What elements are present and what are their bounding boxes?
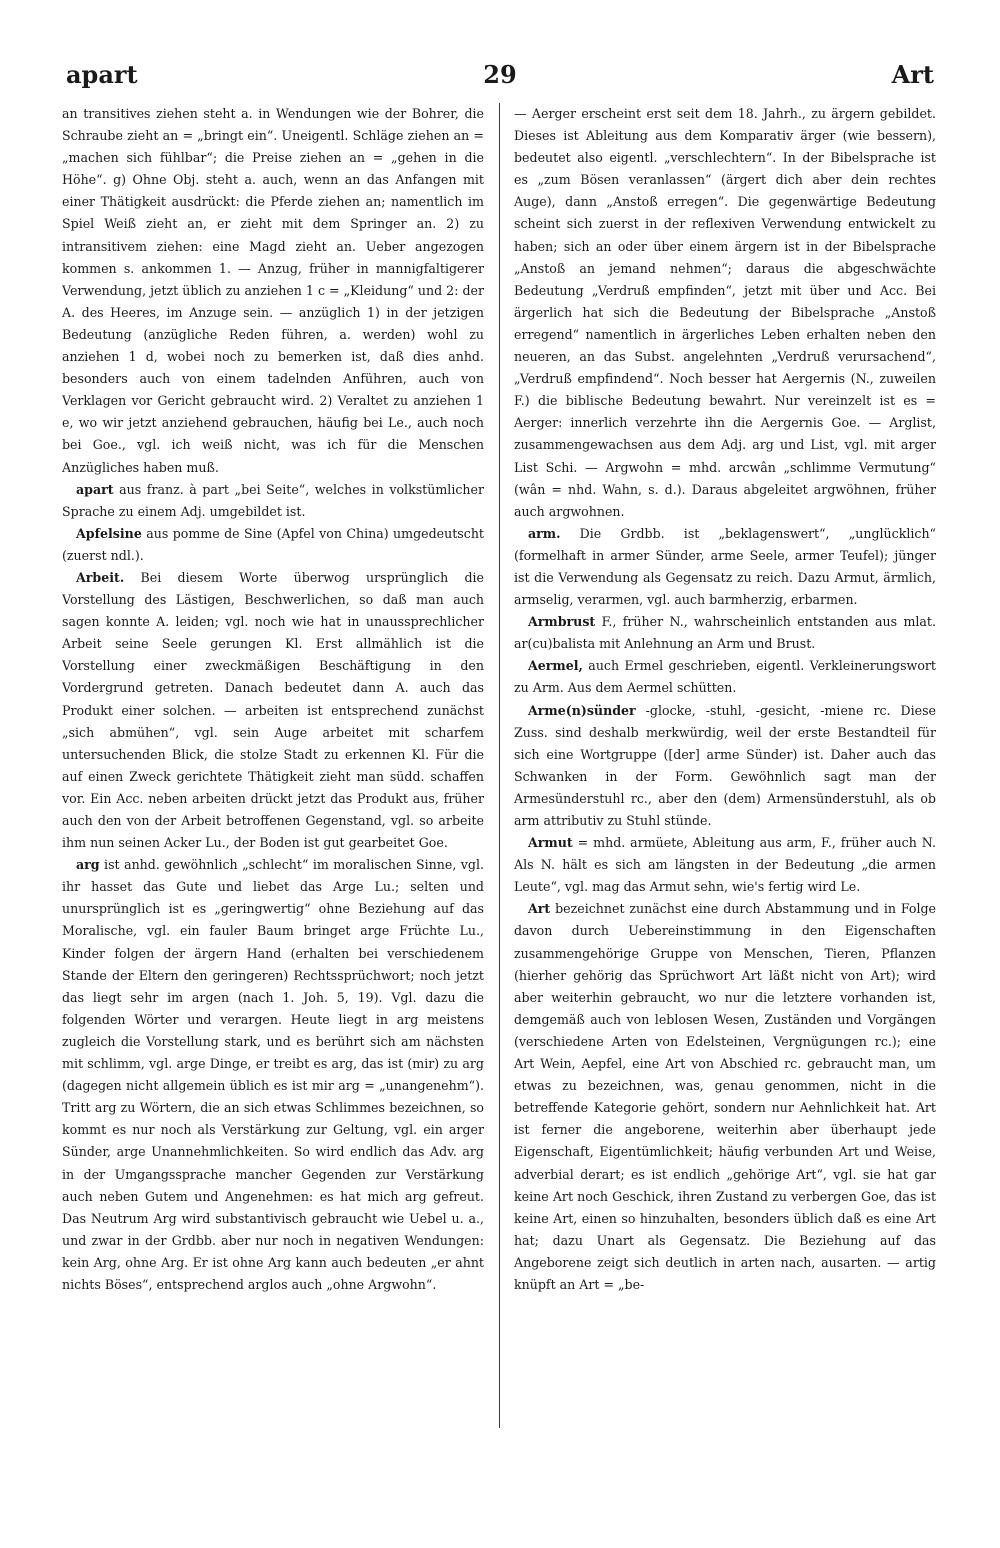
entry-text: aus franz. à part „bei Seite“, welches in volkstümlicher Sprache zu einem Adj. umgebildet ist. [62, 481, 484, 519]
entry-paragraph [62, 103, 484, 479]
entry-lemma: arg [76, 857, 100, 873]
entry-text: -glocke, -stuhl, -gesicht, -miene rc. Diese Zuss. sind deshalb merkwürdig, weil der erste Bestandteil für sich eine Wortgruppe ([der] arme Sünder) ist. Daher auch das Schwanken in der Form. Gewöhnlich sagt man der Armesünderstuhl rc., aber den (dem) Armensünderstuhl, als ob arm attributiv zu Stuhl stünde. [514, 702, 936, 828]
page-number: 29 [483, 60, 517, 89]
entry-paragraph [62, 567, 484, 854]
page-header [64, 60, 936, 100]
entry-lemma: Armbrust [528, 614, 596, 630]
entry-paragraph [514, 103, 936, 523]
entry-text: auch Ermel geschrieben, eigentl. Verkleinerungswort zu Arm. Aus dem Aermel schütten. [514, 658, 936, 696]
entry-text: F., früher N., wahrscheinlich entstanden aus mlat. ar(cu)balista mit Anlehnung an Arm und Brust. [514, 614, 936, 652]
entry-paragraph [514, 655, 936, 699]
entry-lemma: Apfelsine [76, 525, 142, 541]
header-right-catchword: Art [891, 60, 934, 89]
entry-text: ist anhd. gewöhnlich „schlecht“ im moralischen Sinne, vgl. ihr hasset das Gute und liebet das Arge Lu.; selten und unursprünglich ist es „geringwertig“ ohne Beziehung auf das Moralische, vgl. ein fauler Baum bringet arge Früchte Lu., Kinder folgen der ärgern Hand (erhalten bei verschiedenem Stande der Eltern den geringeren) Rechtssprüchwort; noch jetzt das liegt sehr im argen (nach 1. Joh. 5, 19). Vgl. dazu die folgenden Wörter und verargen. Heute liegt in arg meistens zugleich die Vorstellung stark, und es berührt sich am nächsten mit schlimm, vgl. arge Dinge, er treibt es arg, das ist (mir) zu arg (dagegen nicht allgemein üblich es ist mir arg = „unangenehm“). Tritt arg zu Wörtern, die an sich etwas Schlimmes bezeichnen, so kommt es nur noch als Verstärkung zur Geltung, vgl. ein arger Sünder, arge Unannehmlichkeiten. So wird endlich das Adv. arg in der Umgangssprache mancher Gegenden zur Verstärkung auch neben Gutem und Angenehmen: es hat mich arg gefreut. Das Neutrum Arg wird substantivisch gebraucht wie Uebel u. a., und zwar in der Grdbb. aber nur noch in negativen Wendungen: kein Arg, ohne Arg. Er ist ohne Arg kann auch bedeuten „er ahnt nichts Böses“, entsprechend arglos auch „ohne Argwohn“. [62, 857, 484, 1292]
entry-paragraph [514, 611, 936, 655]
entry-text: Die Grdbb. ist „beklagenswert“, „unglücklich“ (formelhaft in armer Sünder, arme Seele, armer Teufel); jünger ist die Verwendung als Gegensatz zu reich. Dazu Armut, ärmlich, armselig, verarmen, vgl. auch barmherzig, erbarmen. [514, 525, 936, 608]
entry-lemma: Arbeit. [76, 569, 125, 585]
entry-paragraph [514, 700, 936, 833]
entry-paragraph [514, 832, 936, 898]
entry-text: Bei diesem Worte überwog ursprünglich die Vorstellung des Lästigen, Beschwerlichen, so daß man auch sagen konnte A. leiden; vgl. noch wie hat in unaussprechlicher Arbeit seine Seele gerungen Kl. Erst allmählich ist die Vorstellung einer zweckmäßigen Beschäftigung in den Vordergrund getreten. Danach bedeutet dann A. auch das Produkt einer solchen. — arbeiten ist entsprechend zunächst „sich abmühen“, vgl. sein Auge arbeitet mit scharfem untersuchenden Blick, die stolze Stadt zu erkennen Kl. Für die auf einen Zweck gerichtete Thätigkeit zieht man südd. schaffen vor. Ein Acc. neben arbeiten drückt jetzt das Produkt aus, früher auch den von der Arbeit betroffenen Gegenstand, vgl. so arbeite ihm nun seinen Acker Lu., der Boden ist gut gearbeitet Goe. [62, 569, 484, 851]
entry-paragraph [62, 479, 484, 523]
entry-paragraph [514, 523, 936, 611]
entry-text: bezeichnet zunächst eine durch Abstammung und in Folge davon durch Uebereinstimmung in den Eigenschaften zusammengehörige Gruppe von Menschen, Tieren, Pflanzen (hierher gehörig das Sprüchwort Art läßt nicht von Art); wird aber weiterhin gebraucht, wo nur die letztere vorhanden ist, demgemäß auch von leblosen Wesen, Zuständen und Vorgängen (verschiedene Arten von Edelsteinen, Vergnügungen rc.); eine Art Wein, Aepfel, eine Art von Abschied rc. gebraucht man, um etwas zu bezeichnen, was, genau genommen, nicht in die betreffende Kategorie gehört, sondern nur Aehnlichkeit hat. Art ist ferner die angeborene, weiterhin aber überhaupt jede Eigenschaft, Eigentümlichkeit; häufig verbunden Art und Weise, adverbial derart; es ist endlich „gehörige Art“, vgl. sie hat gar keine Art noch Geschick, ihren Zustand zu verbergen Goe, das ist keine Art, einen so hinzuhalten, besonders üblich daß es eine Art hat; dazu Unart als Gegensatz. Die Beziehung auf das Angeborene zeigt sich deutlich in arten nach, ausarten. — artig knüpft an Art = „be- [514, 901, 936, 1292]
left-column [62, 103, 484, 1433]
entry-lemma: Aermel, [528, 658, 583, 674]
text-columns [62, 103, 938, 1433]
entry-paragraph [514, 898, 936, 1296]
entry-lemma: arm. [528, 525, 561, 541]
entry-text: — Aerger erscheint erst seit dem 18. Jahrh., zu ärgern gebildet. Dieses ist Ableitung aus dem Komparativ ärger (wie bessern), bedeutet also eigentl. „verschlechtern“. In der Bibelsprache ist es „zum Bösen veranlassen“ (ärgert dich aber dein rechtes Auge), dann „Anstoß erregen“. Die gegenwärtige Bedeutung scheint sich zuerst in der reflexiven Verwendung entwickelt zu haben; sich an oder über einem ärgern ist in der Bibelsprache „Anstoß an jemand nehmen“; daraus die abgeschwächte Bedeutung „Verdruß empfinden“, jetzt mit über und Acc. Bei ärgerlich hat sich die Bedeutung der Bibelsprache „Anstoß erregend“ namentlich in ärgerliches Leben erhalten neben den neueren, an das Subst. angelehnten „Verdruß verursachend“, „Verdruß empfindend“. Noch besser hat Aergernis (N., zuweilen F.) die biblische Bedeutung bewahrt. Nur vereinzelt ist es = Aerger: innerlich verzehrte ihn die Aergernis Goe. — Arglist, zusammengewachsen aus dem Adj. arg und List, vgl. mit arger List Schi. — Argwohn = mhd. arcwân „schlimme Vermutung“ (wân = nhd. Wahn, s. d.). Daraus abgeleitet argwöhnen, früher auch argwohnen. [514, 106, 936, 519]
column-divider [499, 103, 500, 1428]
entry-text: an transitives ziehen steht a. in Wendungen wie der Bohrer, die Schraube zieht an = „bringt ein“. Uneigentl. Schläge ziehen an = „machen sich fühlbar“; die Preise ziehen an = „gehen in die Höhe“. g) Ohne Obj. steht a. auch, wenn an das Anfangen mit einer Thätigkeit ausdrückt: die Pferde ziehen an; namentlich im Spiel Weiß zieht an, er zieht mit dem Springer an. 2) zu intransitivem ziehen: eine Magd zieht an. Ueber angezogen kommen s. ankommen 1. — Anzug, früher in mannigfaltigerer Verwendung, jetzt üblich zu anziehen 1 c = „Kleidung“ und 2: der A. des Heeres, im Anzuge sein. — anzüglich 1) in der jetzigen Bedeutung (anzügliche Reden führen, a. werden) wohl zu anziehen 1 d, wobei noch zu bemerken ist, daß dies anhd. besonders auch von einem tadelnden Anführen, auch von Verklagen vor Gericht gebraucht wird. 2) Veraltet zu anziehen 1 e, wo wir jetzt anziehend gebrauchen, häufig bei Le., auch noch bei Goe., vgl. ich weiß nicht, was ich für die Menschen Anzügliches haben muß. [62, 106, 484, 475]
entry-paragraph [62, 854, 484, 1296]
entry-text: = mhd. armüete, Ableitung aus arm, F., früher auch N. Als N. hält es sich am längsten in der Bedeutung „die armen Leute“, vgl. mag das Armut sehn, wie's fertig wird Le. [514, 835, 936, 895]
entry-text: aus pomme de Sine (Apfel von China) umgedeutscht (zuerst ndl.). [62, 525, 484, 563]
right-column [514, 103, 936, 1433]
entry-lemma: apart [76, 481, 114, 497]
header-left-catchword: apart [66, 60, 138, 89]
entry-lemma: Arme(n)sünder [528, 702, 636, 718]
entry-lemma: Art [528, 901, 551, 917]
entry-lemma: Armut [528, 835, 573, 851]
entry-paragraph [62, 523, 484, 567]
